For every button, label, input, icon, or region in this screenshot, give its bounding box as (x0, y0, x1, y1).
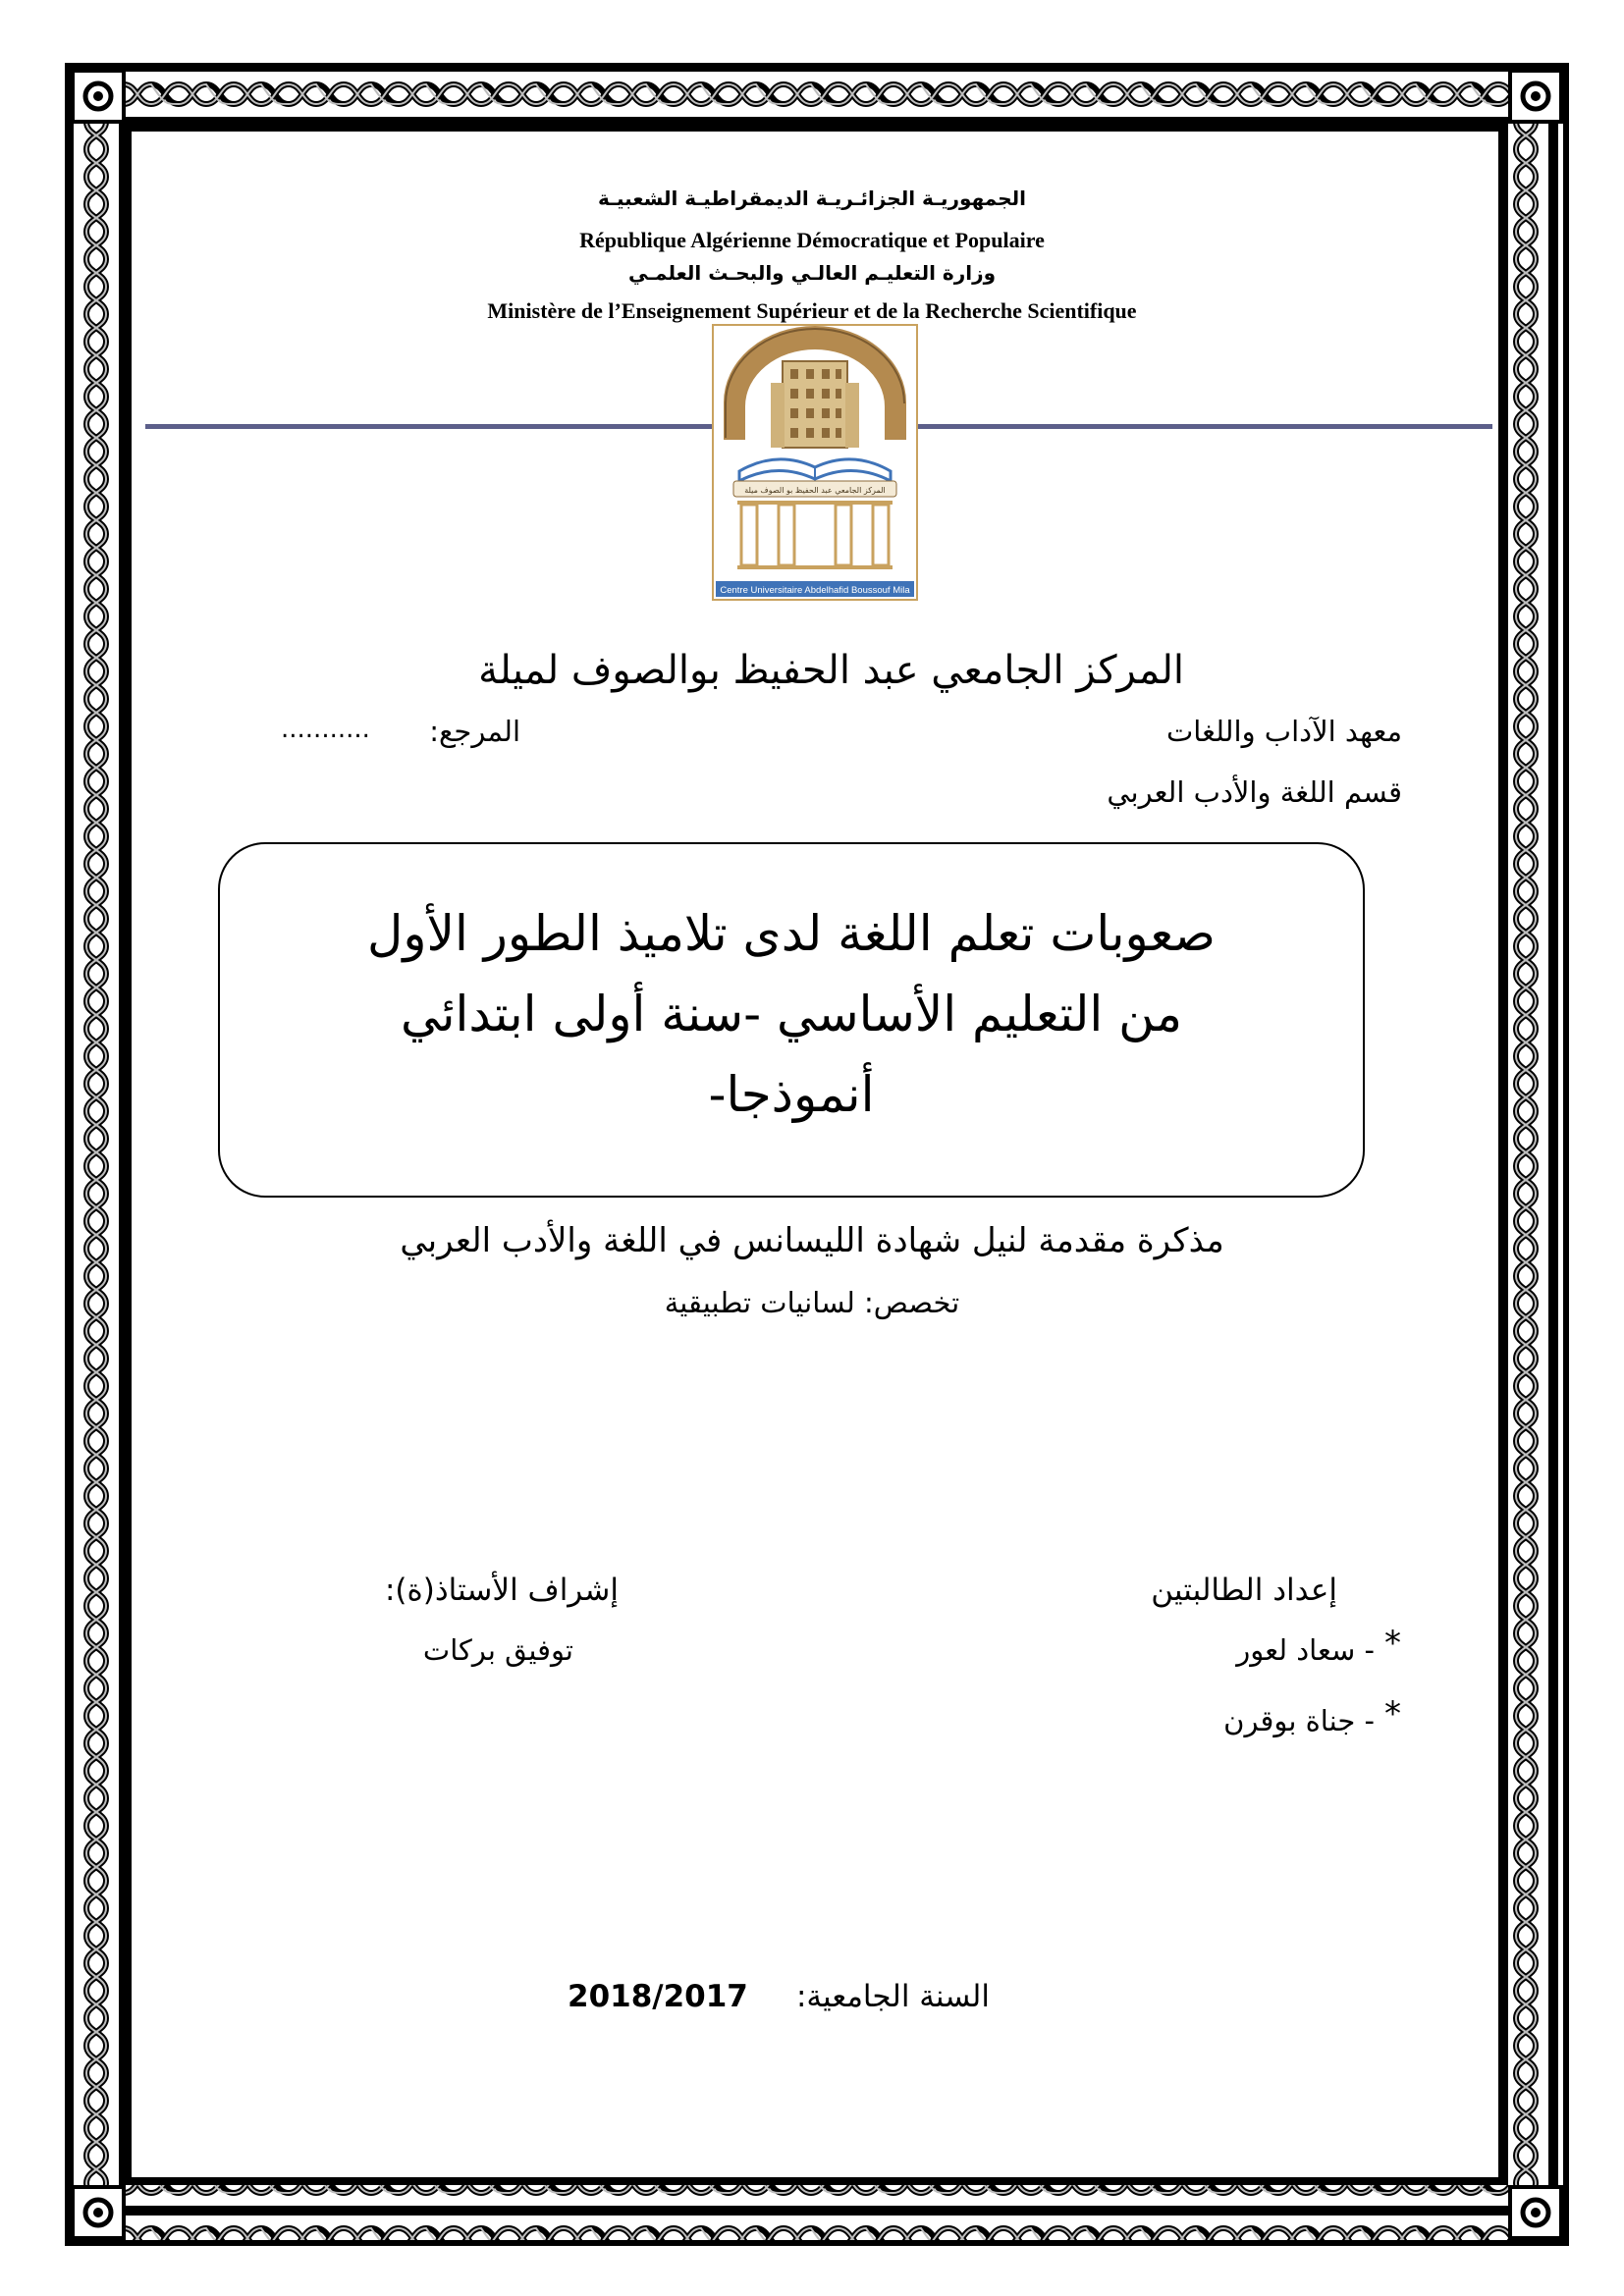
degree-statement: مذكرة مقدمة لنيل شهادة الليسانس في اللغة والأدب العربي (400, 1221, 1224, 1260)
center-name: المركز الجامعي عبد الحفيظ بوالصوف لميلة (478, 648, 1184, 693)
supervisor-name: توفيق بركات (422, 1633, 573, 1667)
university-logo (712, 324, 918, 601)
student-name-2: - جناة بوقرن (1223, 1704, 1375, 1737)
header-rule-left (145, 424, 715, 429)
academic-year-value: 2018/2017 (568, 1979, 748, 2014)
students-label: إعداد الطالبتين (1151, 1573, 1337, 1608)
specialty: تخصص: لسانيات تطبيقية (664, 1286, 960, 1319)
supervisor-label: إشراف الأستاذ(ة): (384, 1573, 619, 1608)
ministry-fr: Ministère de l’Enseignement Supérieur et de la Recherche Scientifique (487, 298, 1137, 323)
republic-fr: République Algérienne Démocratique et Populaire (579, 228, 1045, 252)
student-bullet-1: * (1384, 1624, 1401, 1663)
header-rule-right (915, 424, 1492, 429)
academic-year-label: السنة الجامعية: (795, 1979, 990, 2014)
logo-arch-text: المركز الجامعي عبد الحفيظ بو الصوف ميلة (744, 486, 886, 495)
reference-value: ........... (281, 715, 370, 744)
institute-name: معهد الآداب واللغات (1165, 715, 1402, 748)
logo-caption: Centre Universitaire Abdelhafid Boussouf Mila (720, 585, 910, 596)
republic-ar: الجمهوريـة الجزائـريـة الديمقراطيـة الشعبيـة (598, 187, 1026, 210)
thesis-title-line1: صعوبات تعلم اللغة لدى تلاميذ الطور الأول (367, 905, 1216, 962)
ministry-ar: وزارة التعليـم العالـي والبحـث العلمـي (627, 261, 997, 285)
reference-label: المرجع: (429, 715, 520, 748)
thesis-title-box (218, 842, 1365, 1198)
thesis-title-line3: أنموذجا- (708, 1066, 875, 1123)
student-bullet-2: * (1384, 1694, 1401, 1734)
thesis-title-line2: من التعليم الأساسي -سنة أولى ابتدائي (400, 986, 1183, 1042)
student-name-1: - سعاد لعور (1236, 1633, 1375, 1667)
department-name: قسم اللغة والأدب العربي (1107, 775, 1402, 809)
